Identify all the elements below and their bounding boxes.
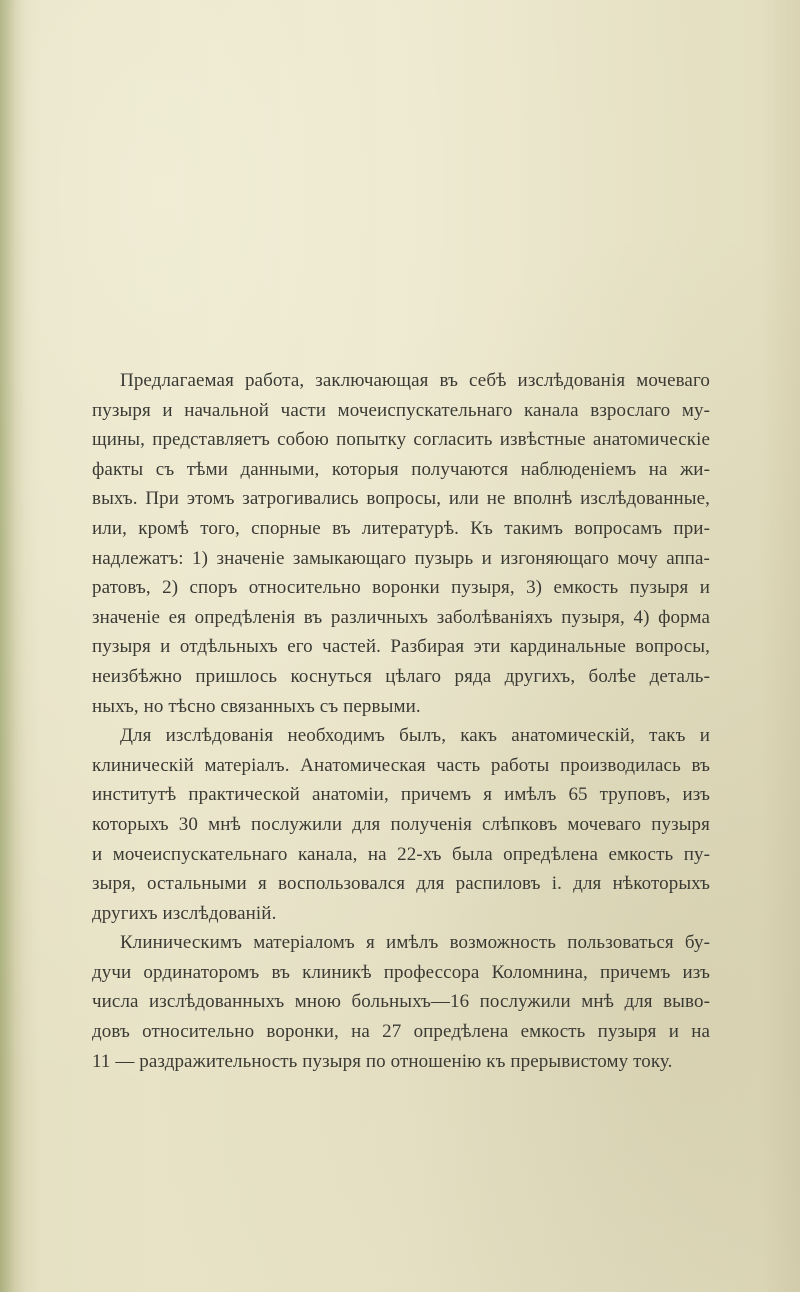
text-line: которыхъ 30 мнѣ послужили для полученія слѣпковъ мочеваго пузыря bbox=[92, 813, 710, 835]
text-line: клиническій матеріалъ. Анатомическая часть работы производилась въ bbox=[92, 754, 710, 776]
text-line: щины, представляетъ собою попытку согласить извѣстные анатомическіе bbox=[92, 429, 710, 451]
text-line: Клиническимъ матеріаломъ я имѣлъ возможность пользоваться бу- bbox=[120, 932, 710, 954]
text-line: пузыря и начальной части мочеиспускательнаго канала взрослаго му- bbox=[92, 399, 710, 421]
text-line: числа изслѣдованныхъ мною больныхъ—16 послужили мнѣ для выво- bbox=[92, 991, 710, 1013]
text-line: выхъ. При этомъ затрогивались вопросы, или не вполнѣ изслѣдованные, bbox=[92, 488, 710, 510]
text-line: 11 — раздражительность пузыря по отношенію къ прерывистому току. bbox=[92, 1050, 673, 1072]
text-line: дучи ординаторомъ въ клиникѣ профессора Коломнина, причемъ изъ bbox=[92, 961, 710, 983]
text-line: институтѣ практической анатоміи, причемъ я имѣлъ 65 труповъ, изъ bbox=[92, 784, 710, 806]
text-line: ныхъ, но тѣсно связанныхъ съ первыми. bbox=[92, 695, 421, 717]
text-line: ратовъ, 2) споръ относительно воронки пузыря, 3) емкость пузыря и bbox=[92, 577, 710, 599]
body-text bbox=[92, 366, 710, 1076]
text-line: и мочеиспускательнаго канала, на 22-хъ была опредѣлена емкость пу- bbox=[92, 843, 710, 865]
page-edge-shadow bbox=[0, 0, 26, 1292]
text-line: надлежатъ: 1) значеніе замыкающаго пузырь и изгоняющаго мочу аппа- bbox=[92, 547, 710, 569]
text-line: значеніе ея опредѣленія въ различныхъ заболѣваніяхъ пузыря, 4) форма bbox=[92, 606, 710, 628]
text-line: довъ относительно воронки, на 27 опредѣлена емкость пузыря и на bbox=[92, 1021, 710, 1043]
text-line: Для изслѣдованія необходимъ былъ, какъ анатомическій, такъ и bbox=[120, 725, 710, 747]
text-line: Предлагаемая работа, заключающая въ себѣ изслѣдованія мочеваго bbox=[120, 370, 710, 391]
text-line: или, кромѣ того, спорные въ литературѣ. Къ такимъ вопросамъ при- bbox=[92, 517, 710, 539]
text-line: пузыря и отдѣльныхъ его частей. Разбирая эти кардинальные вопросы, bbox=[92, 636, 710, 658]
text-line: неизбѣжно пришлось коснуться цѣлаго ряда другихъ, болѣе деталь- bbox=[92, 665, 710, 687]
text-line: зыря, остальными я воспользовался для распиловъ і. для нѣкоторыхъ bbox=[92, 873, 710, 895]
text-line: другихъ изслѣдованій. bbox=[92, 902, 277, 924]
text-line: факты съ тѣми данными, которыя получаются наблюденіемъ на жи- bbox=[92, 458, 710, 480]
